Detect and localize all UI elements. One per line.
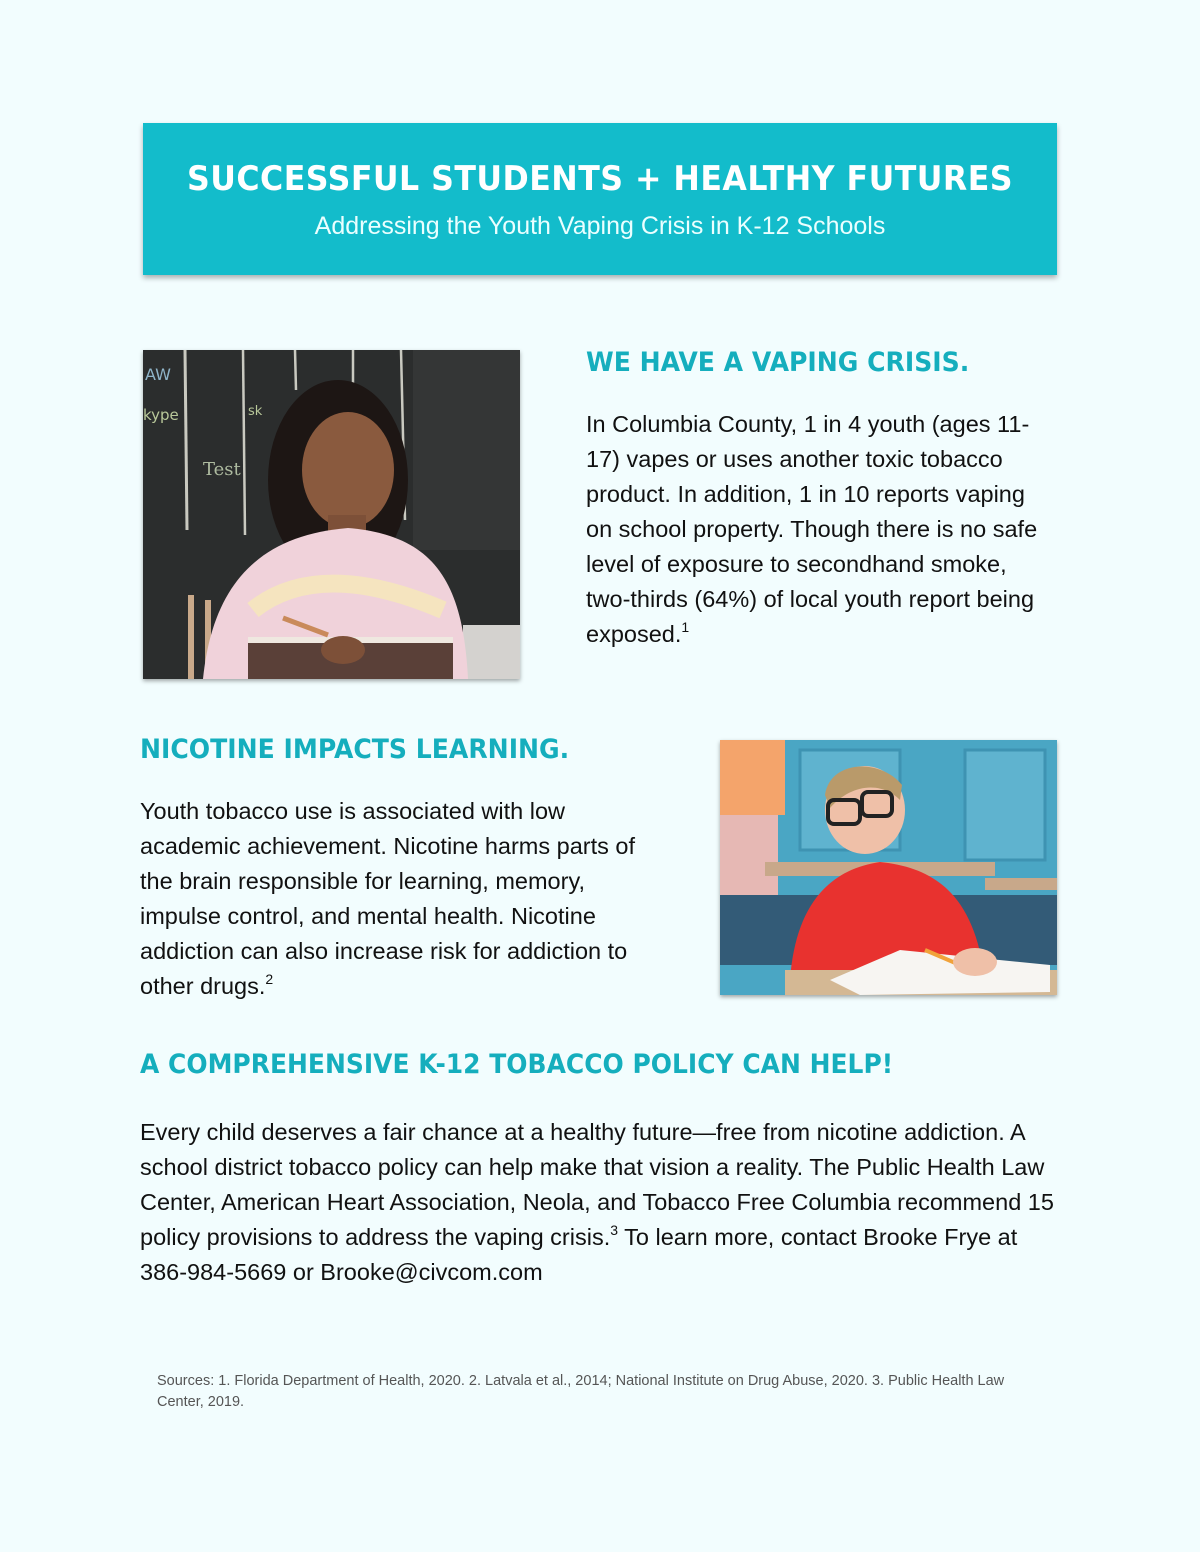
policy-help-body: Every child deserves a fair chance at a healthy future—free from nicotine addiction. A school district tobacco policy can help make that vision a reality. The Public Health Law Center, American Heart Association, Neola, and Tobacco Free Columbia recommend 15 policy provisions to address the vaping crisis. [140,1119,1054,1250]
heading-nicotine-learning: NICOTINE IMPACTS LEARNING. [140,734,570,765]
svg-text:kype: kype [143,406,179,424]
photo-girl-chalkboard [143,350,520,679]
nicotine-learning-body: Youth tobacco use is associated with low academic achievement. Nicotine harms parts of the brain responsible for learning, memory, impulse control, and mental health. Nicotine addiction can also increase risk for addiction to other drugs. [140,798,636,999]
photo-girl-illustration [143,350,520,679]
banner-subtitle: Addressing the Youth Vaping Crisis in K-12 Schools [314,212,886,240]
footnote-1: 1 [681,619,690,635]
sources-footer: Sources: 1. Florida Department of Health, 2020. 2. Latvala et al., 2014; National Institute on Drug Abuse, 2020. 3. Public Health Law Center, 2019. [157,1373,1005,1410]
nicotine-learning-text [140,794,660,1004]
svg-text:Test: Test [203,459,241,480]
banner-title: SUCCESSFUL STUDENTS + HEALTHY FUTURES [186,159,1014,199]
svg-text:AW: AW [145,365,171,384]
heading-vaping-crisis: WE HAVE A VAPING CRISIS. [586,347,970,378]
photo-boy-desk [720,740,1057,995]
policy-help-text [140,1115,1055,1290]
header-banner [143,123,1057,275]
svg-text:sk: sk [248,404,263,419]
heading-policy-help: A COMPREHENSIVE K-12 TOBACCO POLICY CAN HELP! [140,1049,894,1080]
vaping-crisis-body: In Columbia County, 1 in 4 youth (ages 11-17) vapes or uses another toxic tobacco product. In addition, 1 in 10 reports vaping on school property. Though there is no safe level of exposure to secondhand smoke, two-thirds (64%) of local youth report being exposed. [586,411,1038,647]
footnote-2: 2 [265,971,274,987]
contact-info: To learn more, contact Brooke Frye at 386-984-5669 or Brooke@civcom.com [140,1224,1018,1285]
photo-boy-illustration [720,740,1057,995]
vaping-crisis-text [586,407,1041,652]
footnote-3: 3 [610,1222,619,1238]
